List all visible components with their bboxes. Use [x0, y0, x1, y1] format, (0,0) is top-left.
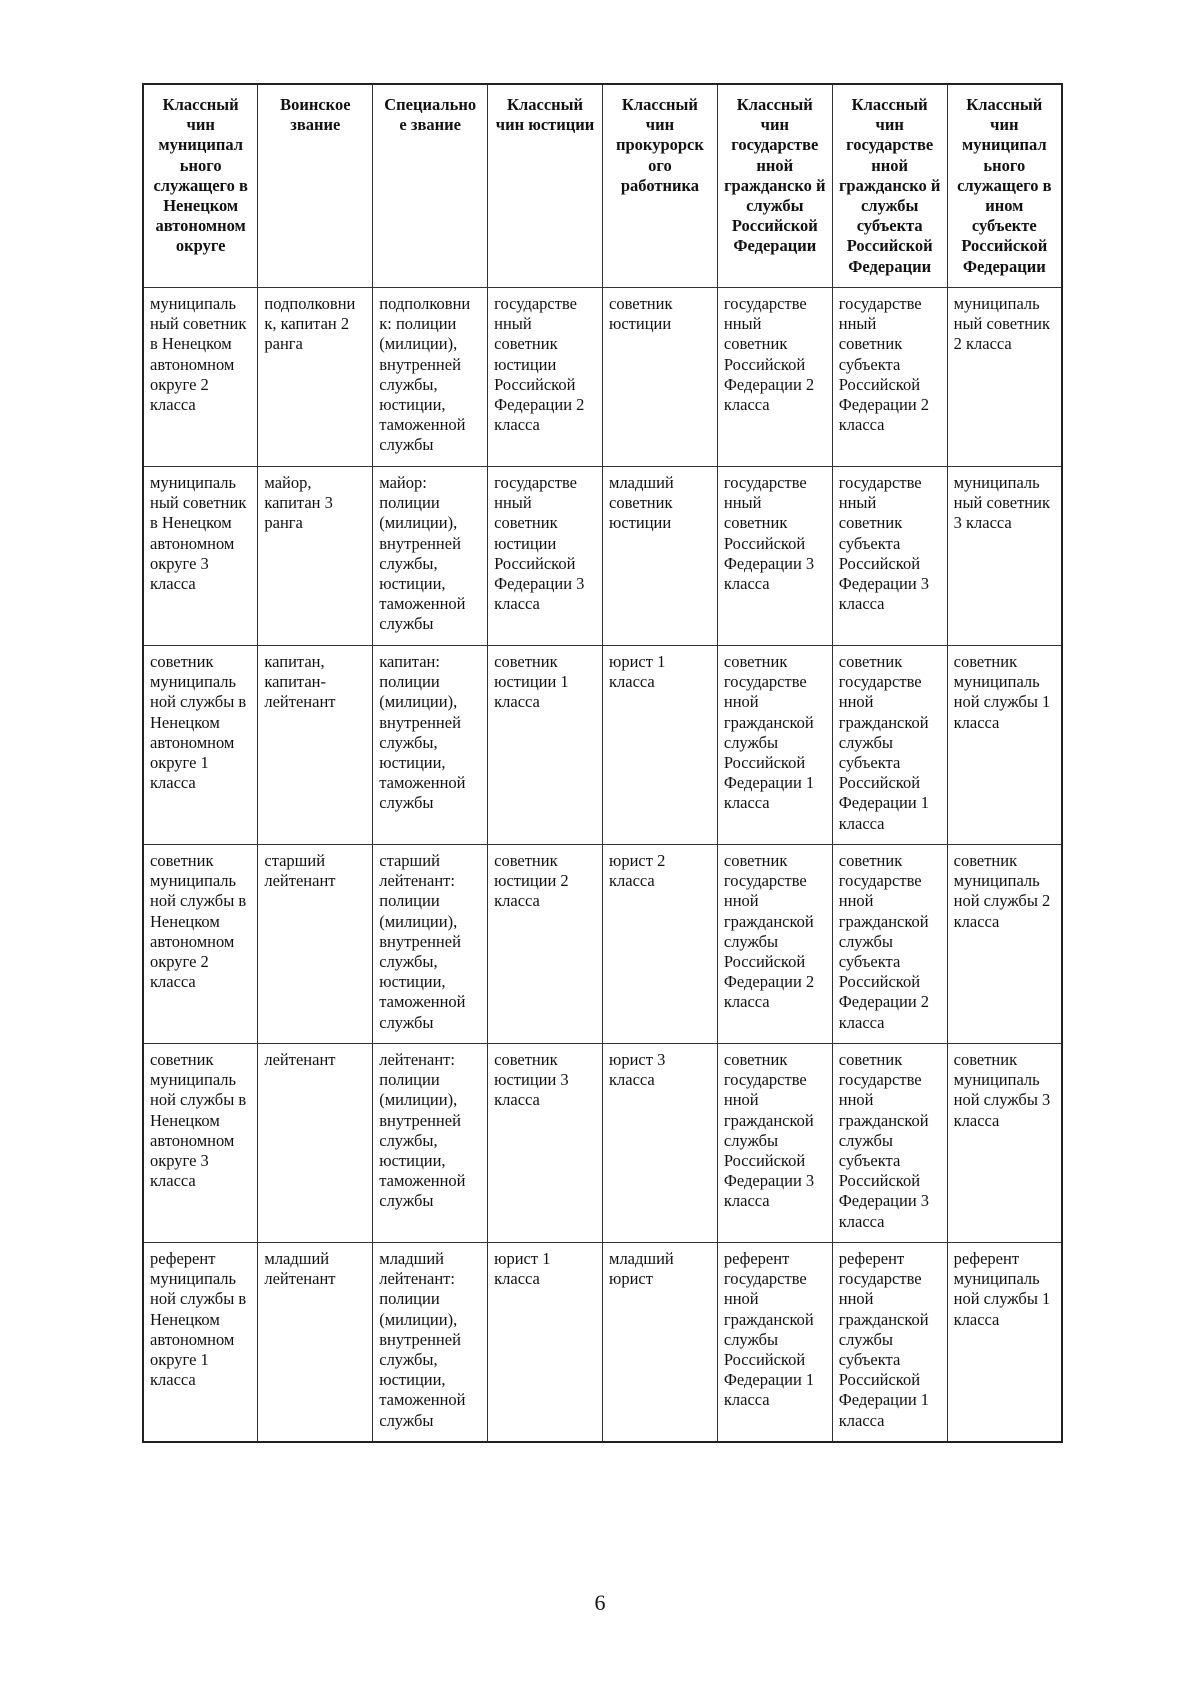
column-header: Классный чин муниципал ьного служащего в ином субъекте Российской Федерации: [947, 84, 1062, 288]
table-cell: старший лейтенант: [258, 845, 373, 1044]
table-cell: советник государстве нной гражданской службы субъекта Российской Федерации 2 класса: [832, 845, 947, 1044]
table-cell: государстве нный советник Российской Федерации 3 класса: [717, 467, 832, 646]
table-cell: советник юстиции: [603, 288, 718, 467]
table-cell: государстве нный советник субъекта Российской Федерации 3 класса: [832, 467, 947, 646]
table-row: [143, 1243, 1062, 1442]
table-cell: юрист 1 класса: [488, 1243, 603, 1442]
column-header: Воинское звание: [258, 84, 373, 288]
table-cell: советник юстиции 2 класса: [488, 845, 603, 1044]
table-cell: советник муниципаль ной службы в Ненецком автономном округе 2 класса: [143, 845, 258, 1044]
page-number: 6: [594, 1590, 606, 1615]
table-cell: младший советник юстиции: [603, 467, 718, 646]
table-cell: советник государстве нной гражданской службы субъекта Российской Федерации 1 класса: [832, 646, 947, 845]
table-cell: младший лейтенант: [258, 1243, 373, 1442]
table-cell: лейтенант: полиции (милиции), внутренней службы, юстиции, таможенной службы: [373, 1044, 488, 1243]
table-cell: муниципаль ный советник 3 класса: [947, 467, 1062, 646]
table-row: [143, 845, 1062, 1044]
table-cell: референт муниципаль ной службы 1 класса: [947, 1243, 1062, 1442]
table-cell: государстве нный советник Российской Федерации 2 класса: [717, 288, 832, 467]
column-header: Классный чин государстве нной гражданско й службы субъекта Российской Федерации: [832, 84, 947, 288]
table-cell: советник муниципаль ной службы 1 класса: [947, 646, 1062, 845]
column-header: Классный чин юстиции: [488, 84, 603, 288]
table-cell: советник государстве нной гражданской службы субъекта Российской Федерации 3 класса: [832, 1044, 947, 1243]
table-row: [143, 467, 1062, 646]
table-cell: муниципаль ный советник в Ненецком автономном округе 3 класса: [143, 467, 258, 646]
rank-correspondence-table: [142, 83, 1063, 1443]
table-cell: муниципаль ный советник 2 класса: [947, 288, 1062, 467]
table-cell: юрист 1 класса: [603, 646, 718, 845]
table-cell: юрист 3 класса: [603, 1044, 718, 1243]
table-cell: государстве нный советник субъекта Российской Федерации 2 класса: [832, 288, 947, 467]
table-cell: советник юстиции 3 класса: [488, 1044, 603, 1243]
table-cell: советник муниципаль ной службы 2 класса: [947, 845, 1062, 1044]
table-cell: капитан: полиции (милиции), внутренней службы, юстиции, таможенной службы: [373, 646, 488, 845]
table-cell: младший лейтенант: полиции (милиции), внутренней службы, юстиции, таможенной службы: [373, 1243, 488, 1442]
table-cell: государстве нный советник юстиции Российской Федерации 3 класса: [488, 467, 603, 646]
table-cell: референт муниципаль ной службы в Ненецком автономном округе 1 класса: [143, 1243, 258, 1442]
table-cell: советник муниципаль ной службы 3 класса: [947, 1044, 1062, 1243]
table-cell: государстве нный советник юстиции Российской Федерации 2 класса: [488, 288, 603, 467]
column-header: Классный чин прокурорск ого работника: [603, 84, 718, 288]
table-cell: советник государстве нной гражданской службы Российской Федерации 3 класса: [717, 1044, 832, 1243]
table-cell: старший лейтенант: полиции (милиции), внутренней службы, юстиции, таможенной службы: [373, 845, 488, 1044]
header-row: [143, 84, 1062, 288]
table-cell: советник государстве нной гражданской службы Российской Федерации 1 класса: [717, 646, 832, 845]
table-row: [143, 646, 1062, 845]
table-cell: младший юрист: [603, 1243, 718, 1442]
table-cell: майор: полиции (милиции), внутренней службы, юстиции, таможенной службы: [373, 467, 488, 646]
table-cell: советник государстве нной гражданской службы Российской Федерации 2 класса: [717, 845, 832, 1044]
table-cell: советник юстиции 1 класса: [488, 646, 603, 845]
table-cell: референт государстве нной гражданской службы Российской Федерации 1 класса: [717, 1243, 832, 1442]
table-cell: референт государстве нной гражданской службы субъекта Российской Федерации 1 класса: [832, 1243, 947, 1442]
table-row: [143, 288, 1062, 467]
column-header: Специально е звание: [373, 84, 488, 288]
table-cell: советник муниципаль ной службы в Ненецком автономном округе 1 класса: [143, 646, 258, 845]
table-row: [143, 1044, 1062, 1243]
table-cell: капитан, капитан-лейтенант: [258, 646, 373, 845]
table-cell: муниципаль ный советник в Ненецком автономном округе 2 класса: [143, 288, 258, 467]
column-header: Классный чин муниципал ьного служащего в Ненецком автономном округе: [143, 84, 258, 288]
table-cell: майор, капитан 3 ранга: [258, 467, 373, 646]
column-header: Классный чин государстве нной гражданско й службы Российской Федерации: [717, 84, 832, 288]
table-cell: юрист 2 класса: [603, 845, 718, 1044]
table-cell: подполковни к: полиции (милиции), внутренней службы, юстиции, таможенной службы: [373, 288, 488, 467]
table-cell: советник муниципаль ной службы в Ненецком автономном округе 3 класса: [143, 1044, 258, 1243]
table-cell: лейтенант: [258, 1044, 373, 1243]
table-cell: подполковни к, капитан 2 ранга: [258, 288, 373, 467]
